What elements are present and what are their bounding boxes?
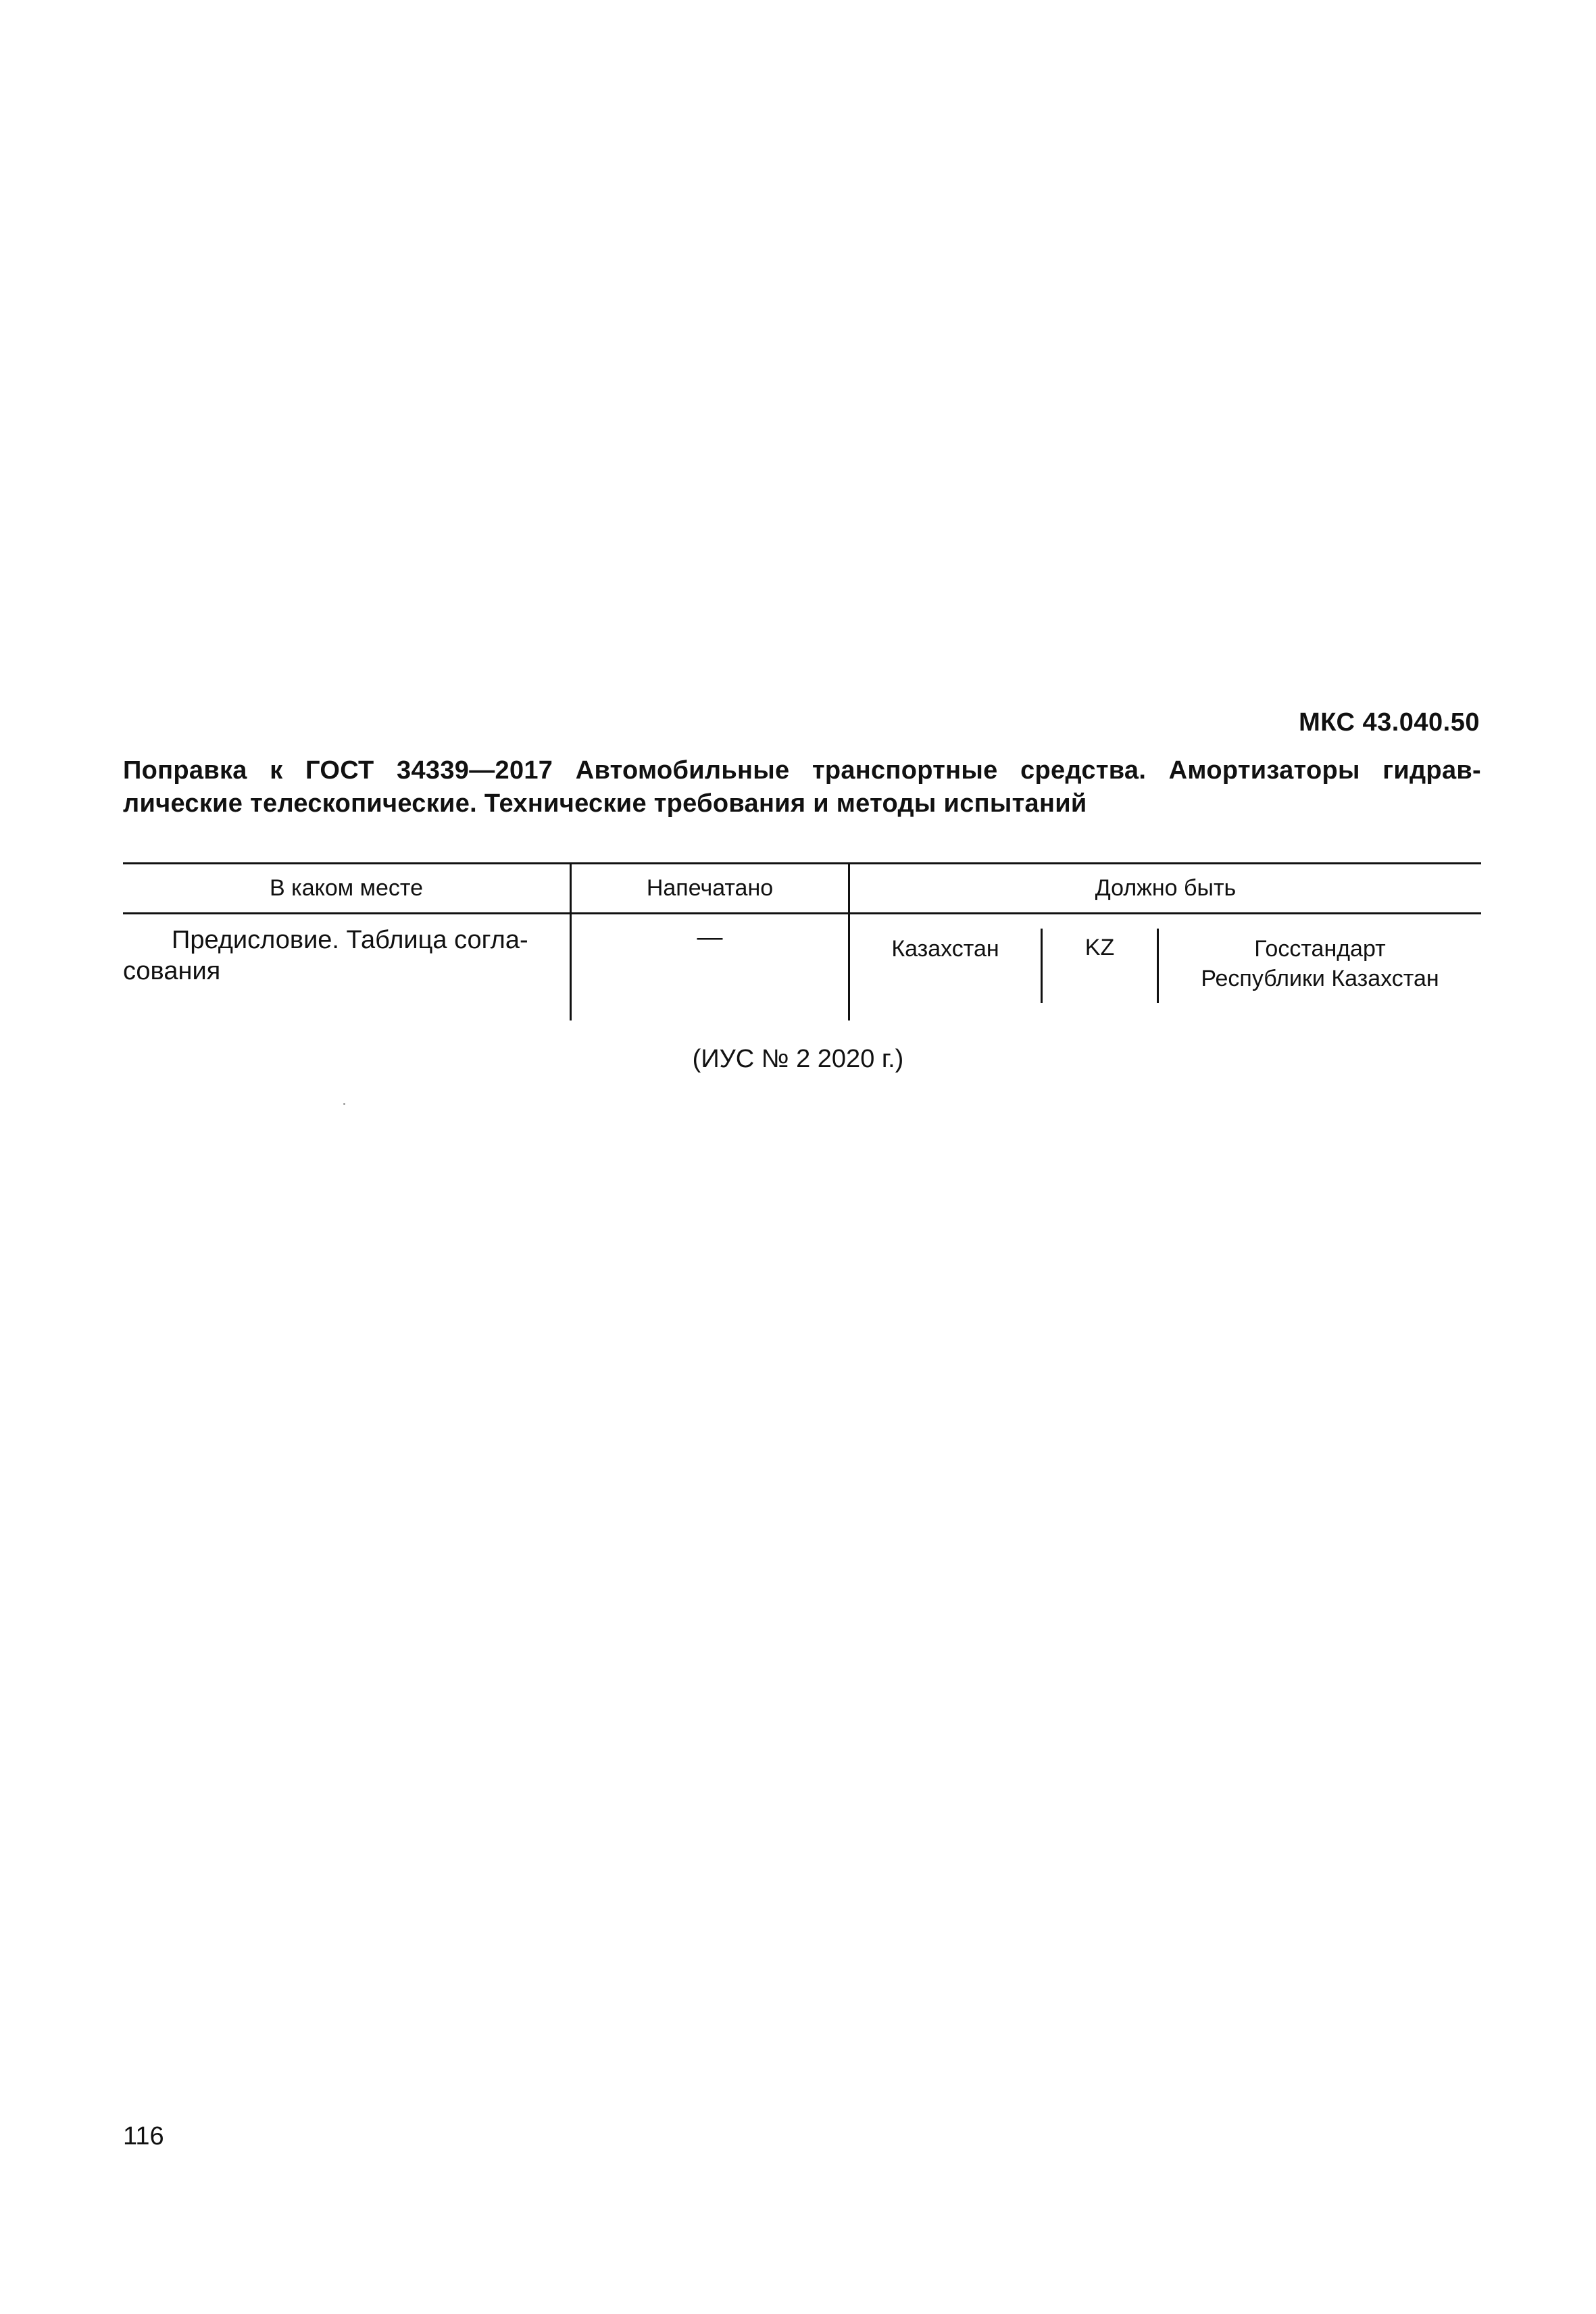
- header-printed: Напечатано: [646, 875, 774, 901]
- table-top-rule: [123, 862, 1481, 864]
- header-location: В каком месте: [269, 875, 424, 901]
- row-printed: —: [697, 923, 723, 952]
- row-location: [123, 925, 561, 987]
- page-number: 116: [123, 2122, 164, 2150]
- row-agency-line-1: Госстандарт: [1254, 936, 1386, 962]
- row-agency: [1159, 934, 1481, 993]
- scan-speck: [343, 1103, 345, 1105]
- source-note: (ИУС № 2 2020 г.): [692, 1045, 904, 1073]
- table-header-rule: [123, 912, 1481, 914]
- row-location-line-2: сования: [123, 957, 221, 985]
- classifier-code: МКС 43.040.50: [1299, 708, 1480, 737]
- header-should-be: Должно быть: [1095, 875, 1237, 901]
- title-line-1: Поправка к ГОСТ 34339—2017 Автомобильные транспортные средства. Амортизаторы гидрав-: [123, 756, 1481, 785]
- title-line-2: лические телескопические. Технические требования и методы испытаний: [123, 789, 1087, 818]
- row-country-code: KZ: [1084, 935, 1115, 960]
- row-country: Казахстан: [891, 936, 999, 962]
- document-title: [123, 754, 1481, 820]
- row-agency-line-2: Республики Казахстан: [1201, 966, 1439, 991]
- row-location-line-1: Предисловие. Таблица согла-: [172, 926, 528, 954]
